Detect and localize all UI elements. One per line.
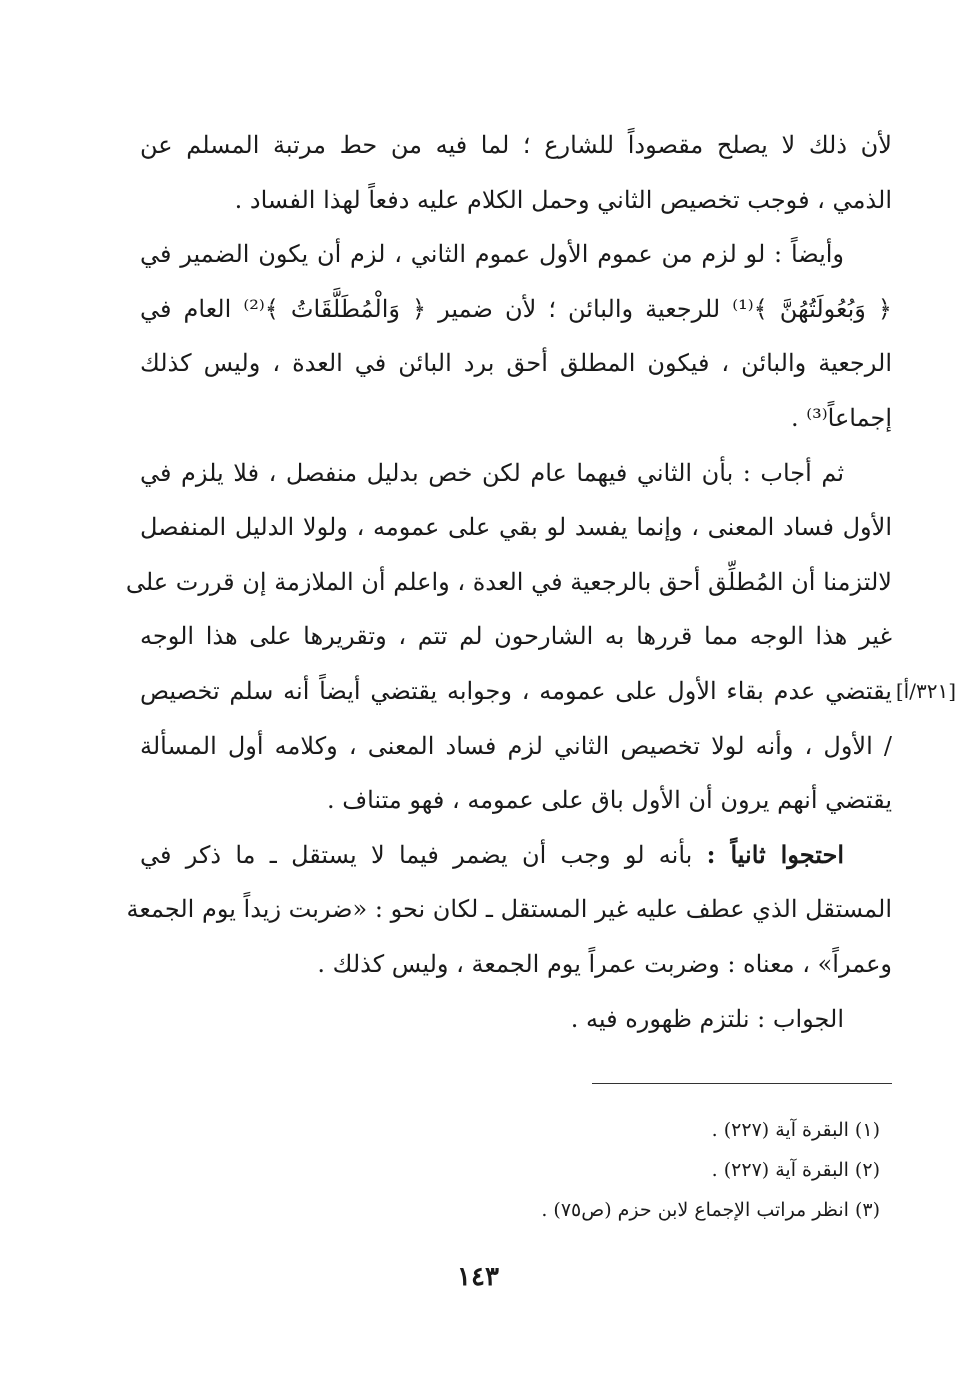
page-number: ١٤٣ [457, 1262, 499, 1292]
main-text [125, 118, 956, 1046]
footnote-2: (٢) البقرة آية (٢٢٧) . [711, 1159, 880, 1181]
text-line-10: غير هذا الوجه مما قررها به الشارحون لم تتم ، وتقريرها على هذا الوجه [140, 622, 892, 651]
text-line-12: / الأول ، وأنه لولا تخصيص الثاني لزم فساد المعنى ، وكلامه أول المسألة [140, 731, 892, 760]
text-line-1: لأن ذلك لا يصلح مقصوداً للشارع ؛ لما فيه من حط مرتبة المسلم عن [140, 131, 892, 159]
text-line-11 [140, 664, 956, 719]
text-line-15: المستقل الذي عطف عليه غير المستقل ـ لكان نحو : «ضربت زيداً يوم الجمعة [126, 895, 892, 924]
text-line-14 [140, 828, 892, 883]
text-line-9: لالتزمنا أن المُطلِّق أحق بالرجعية في العدة ، واعلم أن الملازمة إن قررت على [125, 567, 892, 596]
footnote-1: (١) البقرة آية (٢٢٧) . [711, 1119, 880, 1141]
text-line-5: الرجعية والبائن ، فيكون المطلق أحق برد البائن في العدة ، وليس كذلك [140, 349, 892, 378]
text-line-17: الجواب : نلتزم ظهوره فيه . [570, 1004, 844, 1033]
bold-heading-lead: احتجوا ثانياً : [706, 839, 844, 869]
footnote-3: (٣) انظر مراتب الإجماع لابن حزم (ص٧٥) . [541, 1199, 880, 1221]
text-line-3: وأيضاً : لو لزم من عموم الأول عموم الثاني ، لزم أن يكون الضمير في [140, 240, 844, 269]
text-line-2: الذمي ، فوجب تخصيص الثاني وحمل الكلام عليه دفعاً لهذا الفساد . [234, 185, 892, 214]
footnotes [380, 1110, 880, 1230]
footnote-separator [592, 1083, 892, 1084]
text-line-6: إجماعاً⁽³⁾ . [791, 403, 892, 432]
line-14-text: بأنه لو وجب أن يضمر فيما لا يستقل ـ ما ذكر في [140, 840, 693, 869]
text-line-8: الأول فساد المعنى ، وإنما يفسد لو بقي على عمومه ، ولولا الدليل المنفصل [140, 513, 892, 542]
line-11-text: يقتضي عدم بقاء الأول على عمومه ، وجوابه يقتضي أيضاً أنه سلم تخصيص [140, 676, 892, 705]
text-line-13: يقتضي أنهم يرون أن الأول باق على عمومه ، فهو متناف . [326, 786, 892, 815]
text-line-7: ثم أجاب : بأن الثاني فيهما عام لكن خص بدليل منفصل ، فلا يلزم في [140, 458, 844, 487]
text-line-4: ﴿ وَبُعُولَتُهُنَّ ﴾⁽¹⁾ للرجعية والبائن ؛ لأن ضمير ﴿ وَالْمُطَلَّقَاتُ ﴾⁽²⁾ العام في [140, 294, 892, 323]
manuscript-folio-note: [٣٢١/أ] [895, 678, 956, 703]
text-line-16: وعمراً» ، معناه : وضربت عمراً يوم الجمعة ، وليس كذلك . [317, 949, 892, 978]
